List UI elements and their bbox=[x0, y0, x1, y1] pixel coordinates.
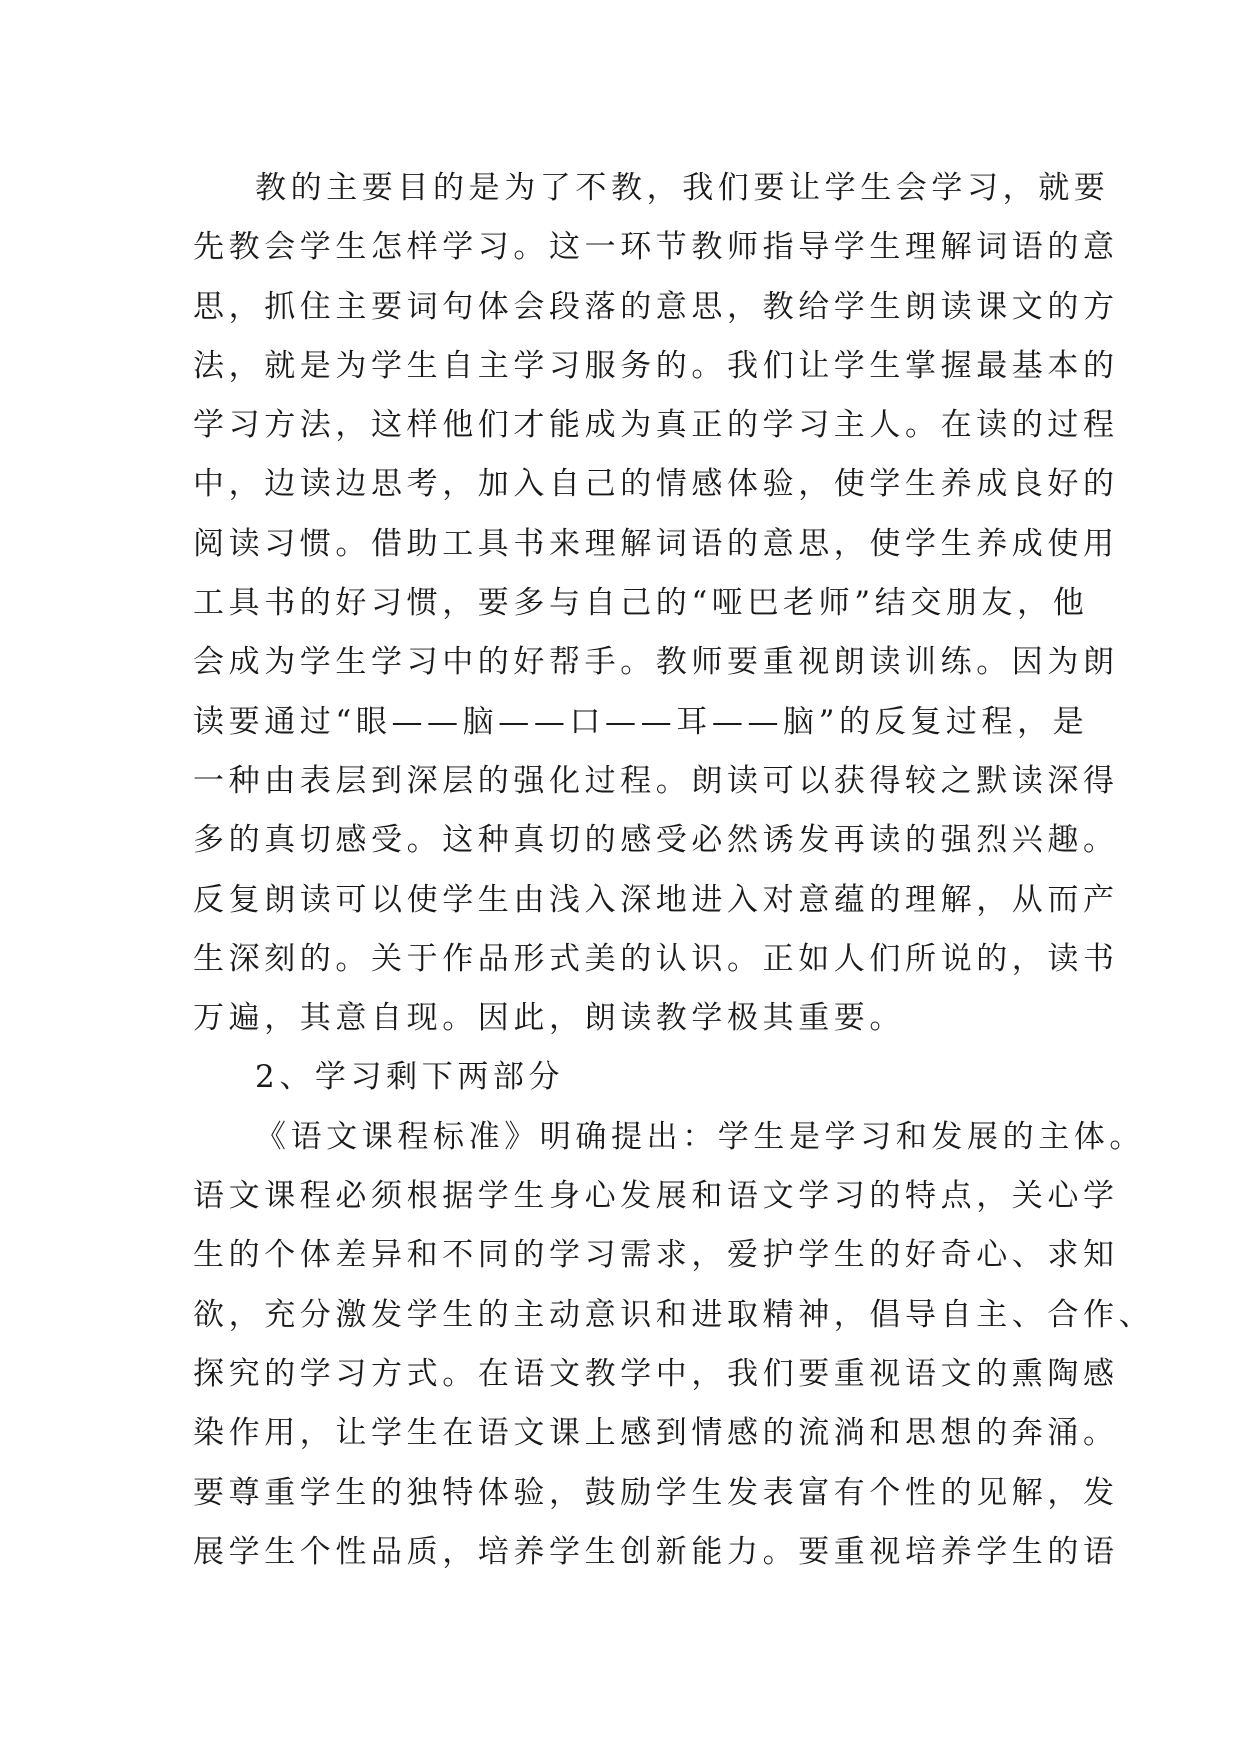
text-line: 生深刻的。关于作品形式美的认识。正如人们所说的，读书 bbox=[193, 940, 1119, 977]
text-line: 万遍，其意自现。因此，朗读教学极其重要。 bbox=[193, 1000, 905, 1037]
text-line: 语文课程必须根据学生身心发展和语文学习的特点，关心学 bbox=[193, 1178, 1119, 1215]
text-line: 思，抓住主要词句体会段落的意思，教给学生朗读课文的方 bbox=[193, 288, 1119, 325]
text-line: 反复朗读可以使学生由浅入深地进入对意蕴的理解，从而产 bbox=[193, 881, 1119, 918]
text-line: 探究的学习方式。在语文教学中，我们要重视语文的熏陶感 bbox=[193, 1355, 1119, 1392]
text-line: 学习方法，这样他们才能成为真正的学习主人。在读的过程 bbox=[193, 407, 1119, 444]
text-line: 多的真切感受。这种真切的感受必然诱发再读的强烈兴趣。 bbox=[193, 822, 1119, 859]
text-line: 欲，充分激发学生的主动意识和进取精神，倡导自主、合作、 bbox=[193, 1296, 1155, 1333]
text-line: 要尊重学生的独特体验，鼓励学生发表富有个性的见解，发 bbox=[193, 1474, 1119, 1511]
text-line: 工具书的好习惯，要多与自己的“哑巴老师”结交朋友，他 bbox=[193, 585, 1089, 622]
text-line: 法，就是为学生自主学习服务的。我们让学生掌握最基本的 bbox=[193, 347, 1119, 384]
section-heading: 2、学习剩下两部分 bbox=[255, 1059, 565, 1096]
text-line: 阅读习惯。借助工具书来理解词语的意思，使学生养成使用 bbox=[193, 525, 1119, 562]
text-line: 一种由表层到深层的强化过程。朗读可以获得较之默读深得 bbox=[193, 762, 1119, 799]
paragraph-first-line: 《语文课程标准》明确提出：学生是学习和发展的主体。 bbox=[255, 1118, 1145, 1155]
paragraph-first-line: 教的主要目的是为了不教，我们要让学生会学习，就要 bbox=[255, 170, 1110, 206]
text-line: 先教会学生怎样学习。这一环节教师指导学生理解词语的意 bbox=[193, 229, 1119, 266]
text-line: 读要通过“眼——脑——口——耳——脑”的反复过程，是 bbox=[193, 703, 1089, 740]
body-text bbox=[193, 159, 1155, 1582]
text-line: 中，边读边思考，加入自己的情感体验，使学生养成良好的 bbox=[193, 466, 1119, 503]
text-line: 会成为学生学习中的好帮手。教师要重视朗读训练。因为朗 bbox=[193, 644, 1119, 681]
text-line: 展学生个性品质，培养学生创新能力。要重视培养学生的语 bbox=[193, 1533, 1119, 1570]
text-line: 生的个体差异和不同的学习需求，爱护学生的好奇心、求知 bbox=[193, 1237, 1119, 1274]
text-line: 染作用，让学生在语文课上感到情感的流淌和思想的奔涌。 bbox=[193, 1415, 1119, 1452]
